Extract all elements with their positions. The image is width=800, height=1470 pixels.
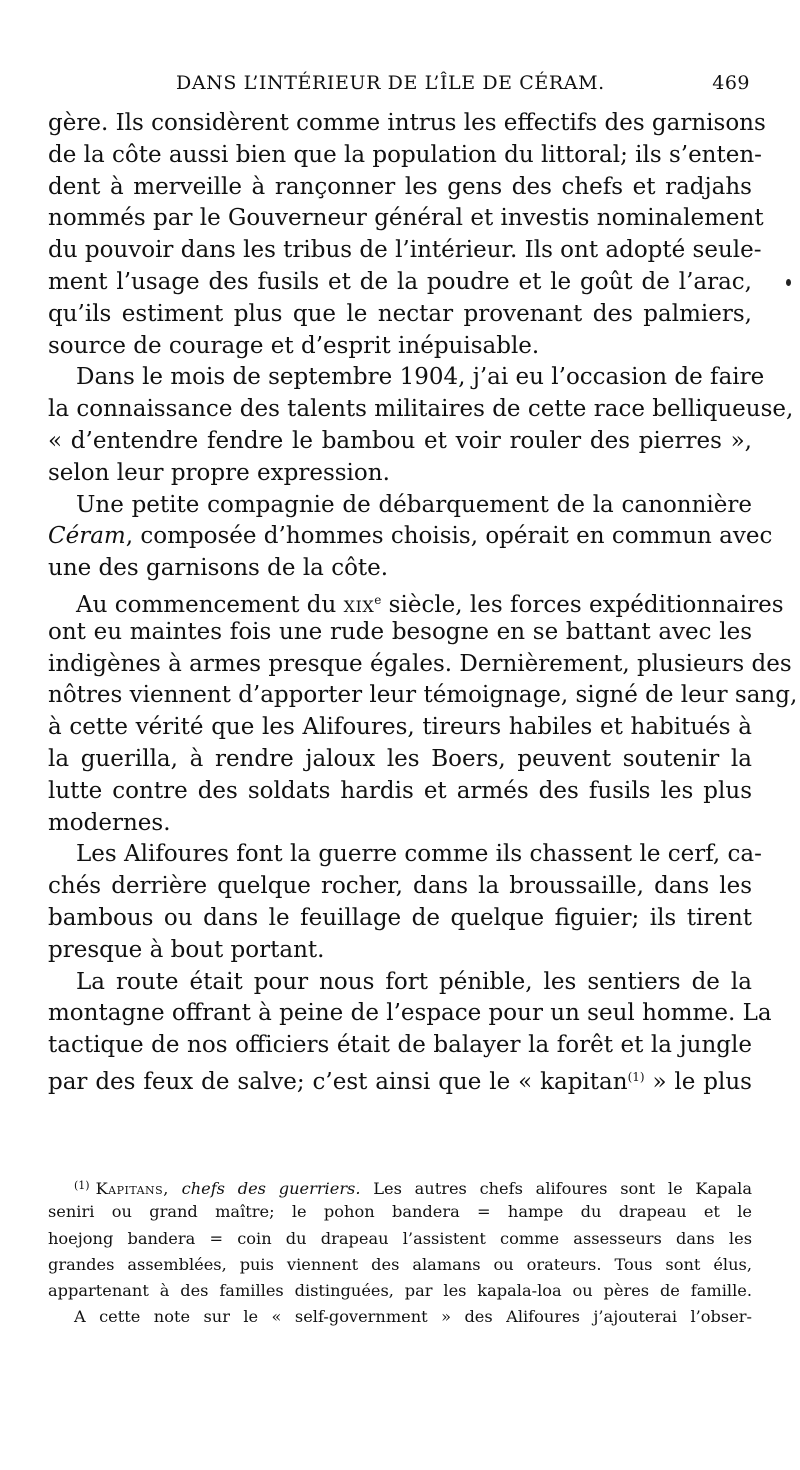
page-number: 469 xyxy=(712,72,750,94)
footnote-line: grandes assemblées, puis viennent des alamans ou orateurs. Tous sont élus, xyxy=(48,1254,752,1274)
text-line: La route était pour nous fort pénible, les sentiers de la xyxy=(76,968,752,995)
footnote-line: A cette note sur le « self-government » des Alifoures j’ajouterai l’obser- xyxy=(74,1307,752,1327)
text-line xyxy=(48,521,773,553)
text-line: du pouvoir dans les tribus de l’intérieur. Ils ont adopté seule- xyxy=(48,237,762,264)
footnote-line: appartenant à des familles distinguées, par les kapala-loa ou pères de famille. xyxy=(48,1281,752,1301)
text-line xyxy=(48,1062,752,1094)
text-line xyxy=(48,585,784,618)
text-line: une des garnisons de la côte. xyxy=(48,555,389,582)
text-line: presque à bout portant. xyxy=(48,936,325,963)
text-line: tactique de nos officiers était de balayer la forêt et la jungle xyxy=(48,1032,752,1059)
footnote-reference[interactable]: (1) xyxy=(627,1069,645,1084)
text-line: Dans le mois de septembre 1904, j’ai eu l’occasion de faire xyxy=(76,364,765,391)
footnotes xyxy=(48,1173,752,1331)
text-line: modernes. xyxy=(48,809,171,836)
text-line: dent à merveille à rançonner les gens des chefs et radjahs xyxy=(48,173,752,200)
century-superscript: e xyxy=(374,592,382,607)
text-line: ont eu maintes fois une rude besogne en se battant avec les xyxy=(48,618,752,645)
text-line: « d’entendre fendre le bambou et voir rouler des pierres », xyxy=(48,427,752,454)
text-line: qu’ils estiment plus que le nectar provenant des palmiers, xyxy=(48,300,752,327)
running-head xyxy=(48,64,750,104)
text-line: nommés par le Gouverneur général et investis nominalement xyxy=(48,205,764,232)
text-line: de la côte aussi bien que la population du littoral; ils s’enten- xyxy=(48,141,762,168)
text-line: montagne offrant à peine de l’espace pour un seul homme. La xyxy=(48,1000,772,1027)
text-run: , composée d’hommes choisis, opérait en commun avec xyxy=(125,523,773,550)
text-run: » le plus xyxy=(644,1068,752,1095)
running-title: DANS L’INTÉRIEUR DE L’ÎLE DE CÉRAM. xyxy=(176,72,605,94)
text-line: gère. Ils considèrent comme intrus les effectifs des garnisons xyxy=(48,110,766,136)
century-numeral: xix xyxy=(343,591,375,618)
text-line: à cette vérité que les Alifoures, tireurs habiles et habitués à xyxy=(48,714,752,741)
text-line: Une petite compagnie de débarquement de la canonnière xyxy=(76,491,752,518)
footnote-gloss: chefs des guerriers. xyxy=(181,1179,361,1198)
body-text xyxy=(48,108,798,1095)
text-line: selon leur propre expression. xyxy=(48,459,390,486)
footnote-line: seniri ou grand maître; le pohon bandera = hampe du drapeau et le xyxy=(48,1202,752,1222)
text-line: source de courage et d’esprit inépuisable. xyxy=(48,332,540,359)
ship-name: Céram xyxy=(48,523,126,550)
footnote-line xyxy=(48,1173,752,1199)
text-line: la connaissance des talents militaires de cette race belliqueuse, xyxy=(48,396,794,423)
text-line: ment l’usage des fusils et de la poudre et le goût de l’arac, xyxy=(48,268,752,295)
text-run: Au commencement du xyxy=(76,591,344,618)
text-line: Les Alifoures font la guerre comme ils chassent le cerf, ca- xyxy=(76,841,762,868)
text-run: par des feux de salve; c’est ainsi que le « kapitan xyxy=(48,1068,628,1095)
text-line: la guerilla, à rendre jaloux les Boers, peuvent soutenir la xyxy=(48,745,752,772)
text-run: siècle, les forces expéditionnaires xyxy=(381,591,784,618)
text-line: nôtres viennent d’apporter leur témoignage, signé de leur sang, xyxy=(48,682,798,709)
footnote-mark: (1) xyxy=(74,1179,90,1192)
text-run: Les autres chefs alifoures sont le Kapala xyxy=(360,1179,752,1198)
text-line: indigènes à armes presque égales. Dernièrement, plusieurs des xyxy=(48,650,792,677)
footnote-line: hoejong bandera = coin du drapeau l’assistent comme assesseurs dans les xyxy=(48,1228,752,1248)
text-line: chés derrière quelque rocher, dans la broussaille, dans les xyxy=(48,873,752,900)
text-line: lutte contre des soldats hardis et armés des fusils les plus xyxy=(48,777,752,804)
margin-speck xyxy=(786,279,791,286)
text-line: bambous ou dans le feuillage de quelque figuier; ils tirent xyxy=(48,904,752,931)
footnote-headword: Kapitans, xyxy=(95,1179,169,1198)
